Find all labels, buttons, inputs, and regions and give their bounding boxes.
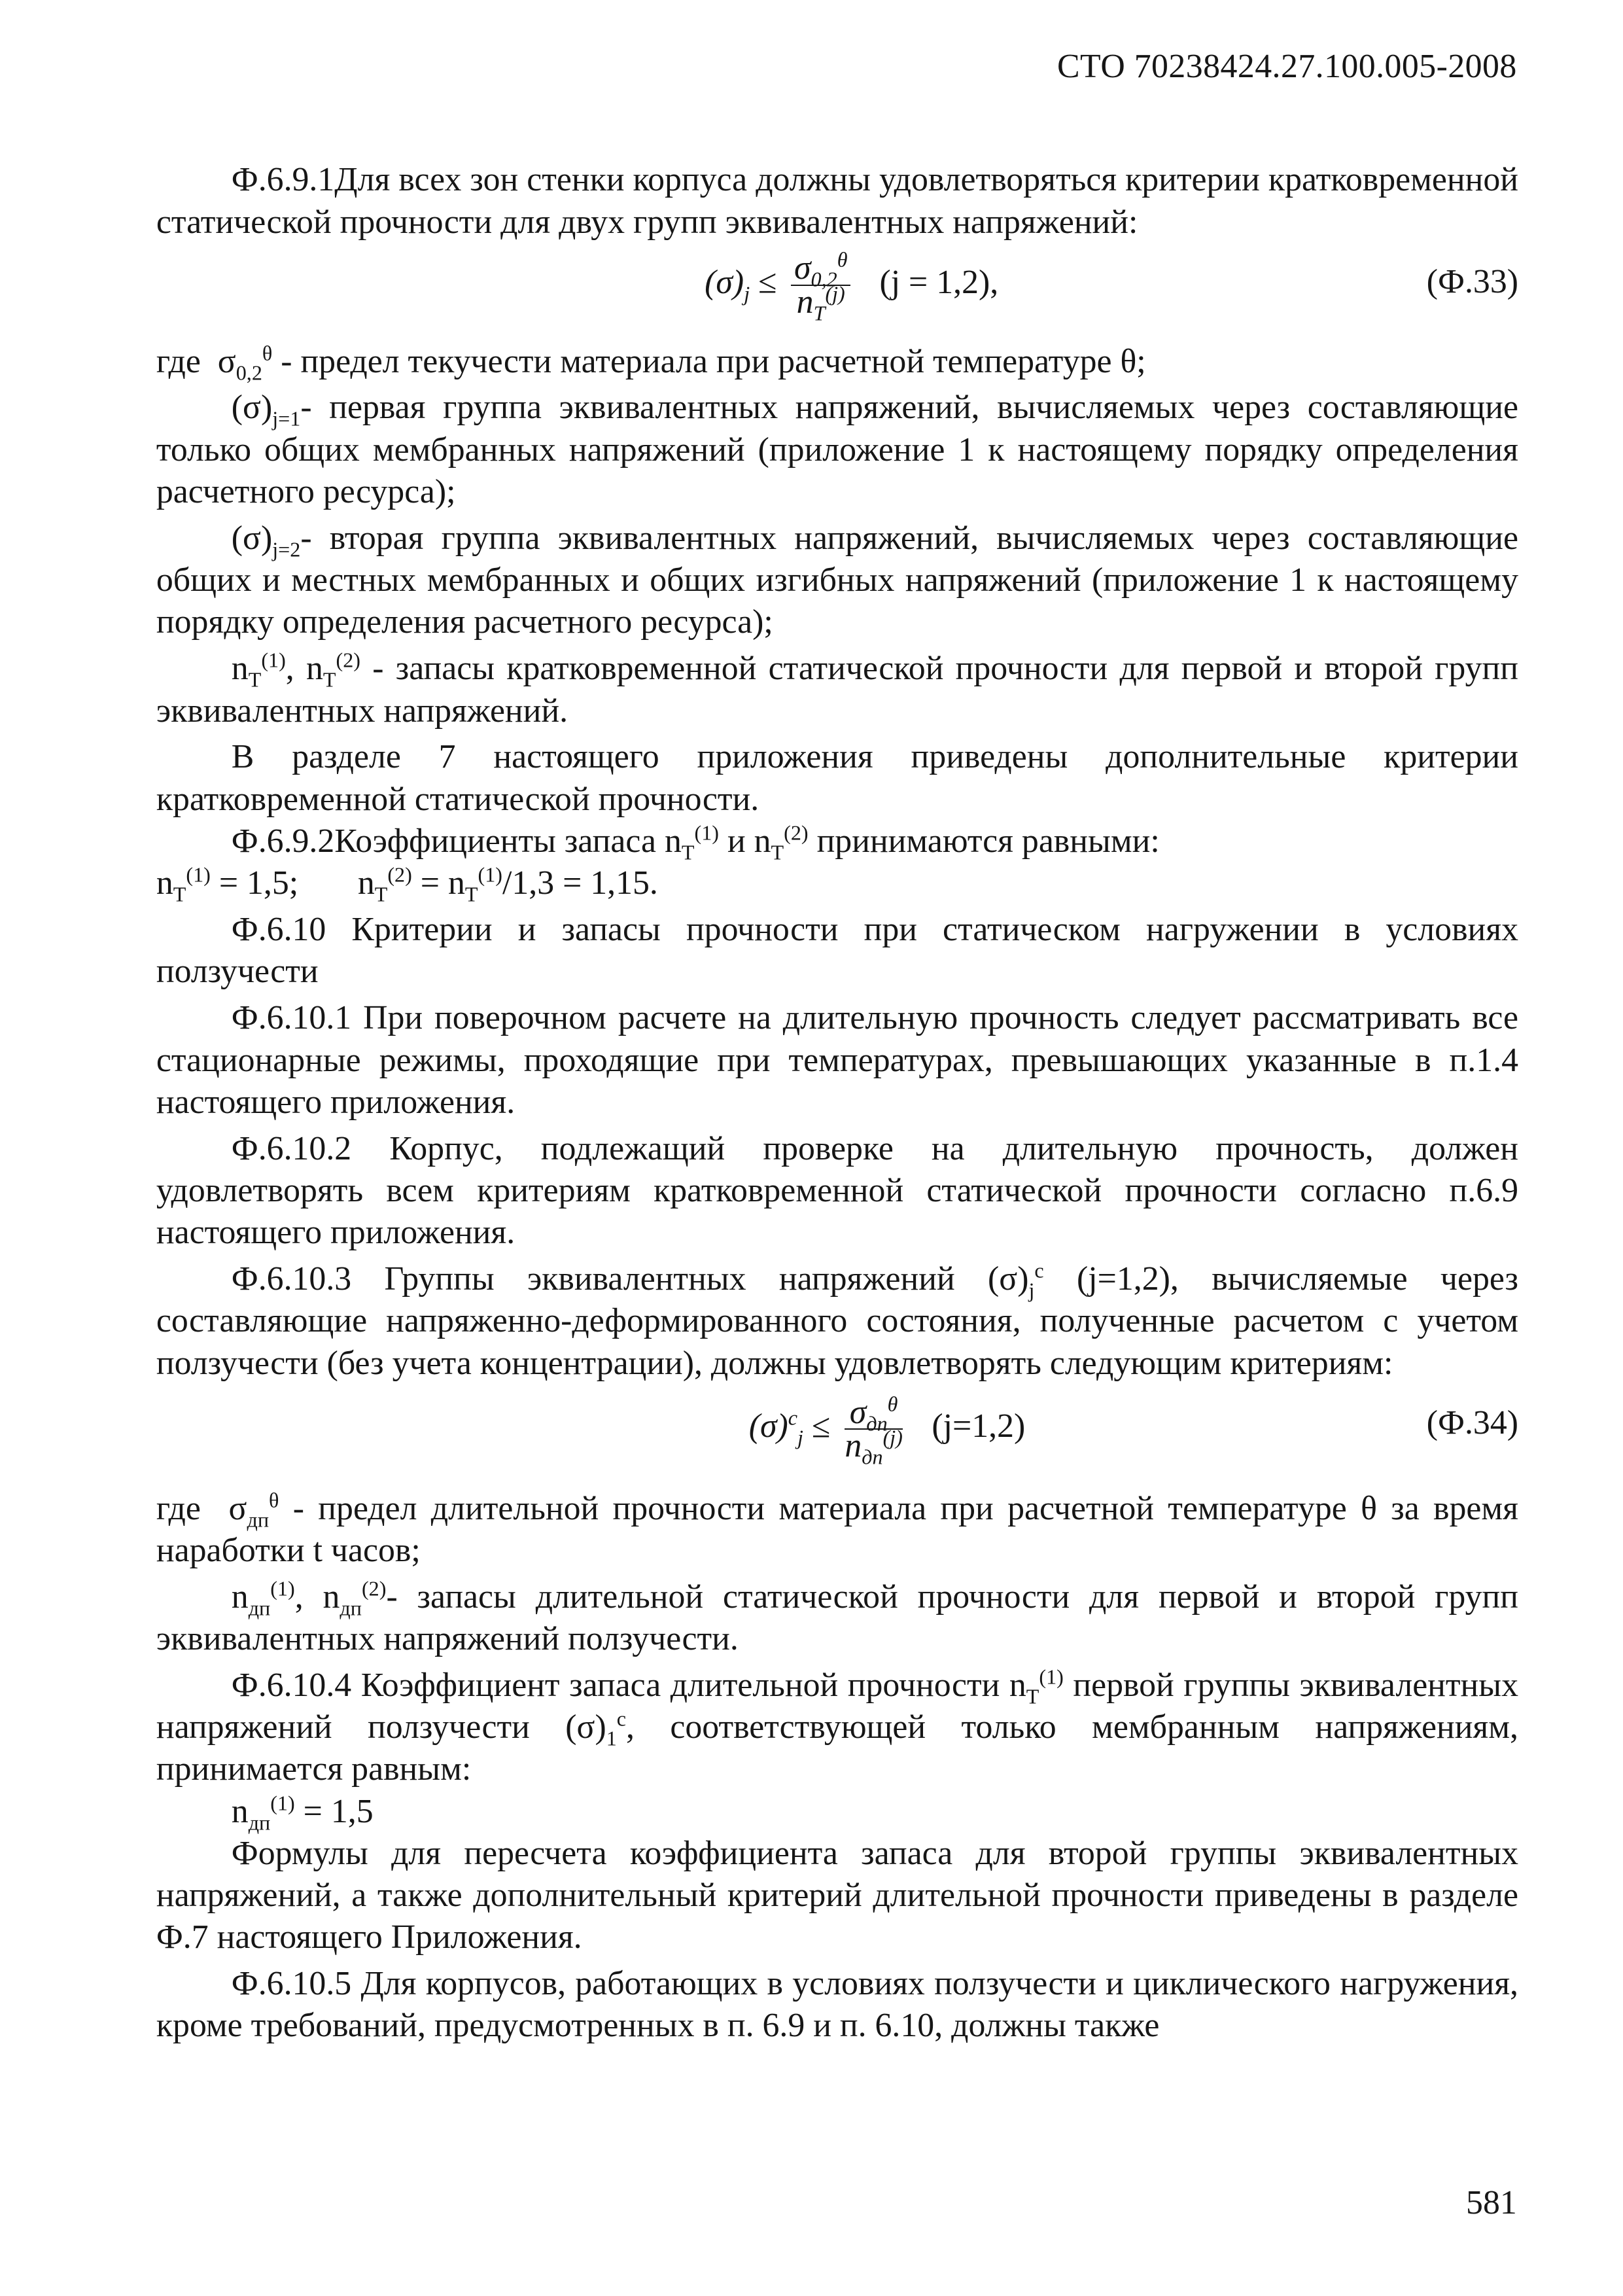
- eq34-le: ≤: [811, 1407, 831, 1445]
- eq33-le: ≤: [758, 263, 777, 301]
- ndp-value-line: $n_{дп}^{(1)} = 1,5$: [231, 1791, 374, 1834]
- page-number: 581: [1466, 2184, 1517, 2222]
- eq33-lhs: $(\sigma)_j$: [705, 263, 750, 306]
- nt-definition: $n_T^{(1)}$, $n_T^{(2)}$ - запасы кратковременной статической прочности для первой и второй групп эквивалентных напряжений.: [156, 648, 1518, 730]
- coefficient-values: $n_T^{(1)} = 1,5$; $n_T^{(2)} = n_T^{(1)}/1,3 = 1,15$.: [156, 862, 658, 906]
- group1-definition: $(\sigma)_{j=1}-$ первая группа эквивалентных напряжений, вычисляемых через составляющие только общих мембранных напряжений (приложение 1 к настоящему порядку определения расчетного ресурса);: [156, 389, 1518, 510]
- where-sigma02: где $\sigma_{0,2}^\theta$ - предел текучести материала при расчетной температуре θ;: [156, 341, 1146, 384]
- paragraph-f6-10-4: Ф.6.10.4 Коэффициент запаса длительной прочности $n_T^{(1)}$ первой группы эквивалентных напряжений ползучести $(\sigma)_1^c$, соответствующей только мембранным напряжениям, принимается равным:: [156, 1665, 1519, 1788]
- equation-f33: [156, 243, 1518, 341]
- equation-f34: [156, 1385, 1518, 1488]
- page-body: [156, 159, 1518, 2047]
- paragraph-f6-9-2: Ф.6.9.2Коэффициенты запаса $n_T^{(1)}$ и $n_T^{(2)}$ принимаются равными:: [231, 821, 1160, 864]
- paragraph-section7: В разделе 7 настоящего приложения приведены дополнительные критерии кратковременной статической прочности.: [156, 738, 1518, 818]
- paragraph-f6-10-1: Ф.6.10.1 При поверочном расчете на длительную прочность следует рассматривать все стационарные режимы, проходящие при температурах, превышающих указанные в п.1.4 настоящего приложения.: [156, 999, 1518, 1121]
- paragraph-f6-10-3: Ф.6.10.3 Группы эквивалентных напряжений $(\sigma)_j^c$ (j=1,2), вычисляемые через составляющие напряженно-деформированного состояния, полученные расчетом с учетом ползучести (без учета концентрации), должны удовлетворять следующим критериям:: [156, 1258, 1518, 1382]
- paragraph-f6-9-1: Ф.6.9.1Для всех зон стенки корпуса должны удовлетворяться критерии кратковременной статической прочности для двух групп эквивалентных напряжений:: [156, 161, 1518, 241]
- paragraph-f6-10: Ф.6.10 Критерии и запасы прочности при статическом нагружении в условиях ползучести: [156, 911, 1518, 991]
- paragraph-formulas: Формулы для пересчета коэффициента запаса для второй группы эквивалентных напряжений, а также дополнительный критерий длительной прочности приведены в разделе Ф.7 настоящего Приложения.: [156, 1834, 1518, 1956]
- group2-definition: $(\sigma)_{j=2}-$ вторая группа эквивалентных напряжений, вычисляемых через составляющие общих и местных мембранных и общих изгибных напряжений (приложение 1 к настоящему порядку определения расчетного ресурса);: [156, 519, 1518, 641]
- eq33-j-range: (j = 1,2),: [879, 263, 999, 301]
- eq33-fraction: $\frac{\sigma_{0,2}^\theta}{n_T^{(j)}}$: [791, 252, 850, 318]
- where-sigma-dp: где $\sigma_{дп}^\theta$ - предел длительной прочности материала при расчетной температуре θ за время наработки t часов;: [156, 1488, 1519, 1569]
- document-code-header: СТО 70238424.27.100.005-2008: [1057, 47, 1517, 85]
- eq33-number: (Ф.33): [1426, 262, 1518, 300]
- eq34-number: (Ф.34): [1426, 1404, 1518, 1441]
- paragraph-f6-10-2: Ф.6.10.2 Корпус, подлежащий проверке на длительную прочность, должен удовлетворять всем критериям кратковременной статической прочности согласно п.6.9 настоящего приложения.: [156, 1129, 1518, 1252]
- paragraph-f6-10-5: Ф.6.10.5 Для корпусов, работающих в условиях ползучести и циклического нагружения, кроме требований, предусмотренных в п. 6.9 и п. 6.10, должны также: [156, 1965, 1518, 2045]
- eq34-j-range: (j=1,2): [932, 1407, 1026, 1445]
- eq34-fraction: $\frac{\sigma_{дп}^\theta}{n_{дп}^{(j)}}$: [845, 1392, 903, 1469]
- ndp-definition: $n_{дп}^{(1)}$, $n_{дп}^{(2)}-$ запасы длительной статической прочности для первой и второй групп эквивалентных напряжений ползучести.: [156, 1576, 1519, 1657]
- eq34-lhs: $(\sigma)^c_j$: [748, 1405, 803, 1449]
